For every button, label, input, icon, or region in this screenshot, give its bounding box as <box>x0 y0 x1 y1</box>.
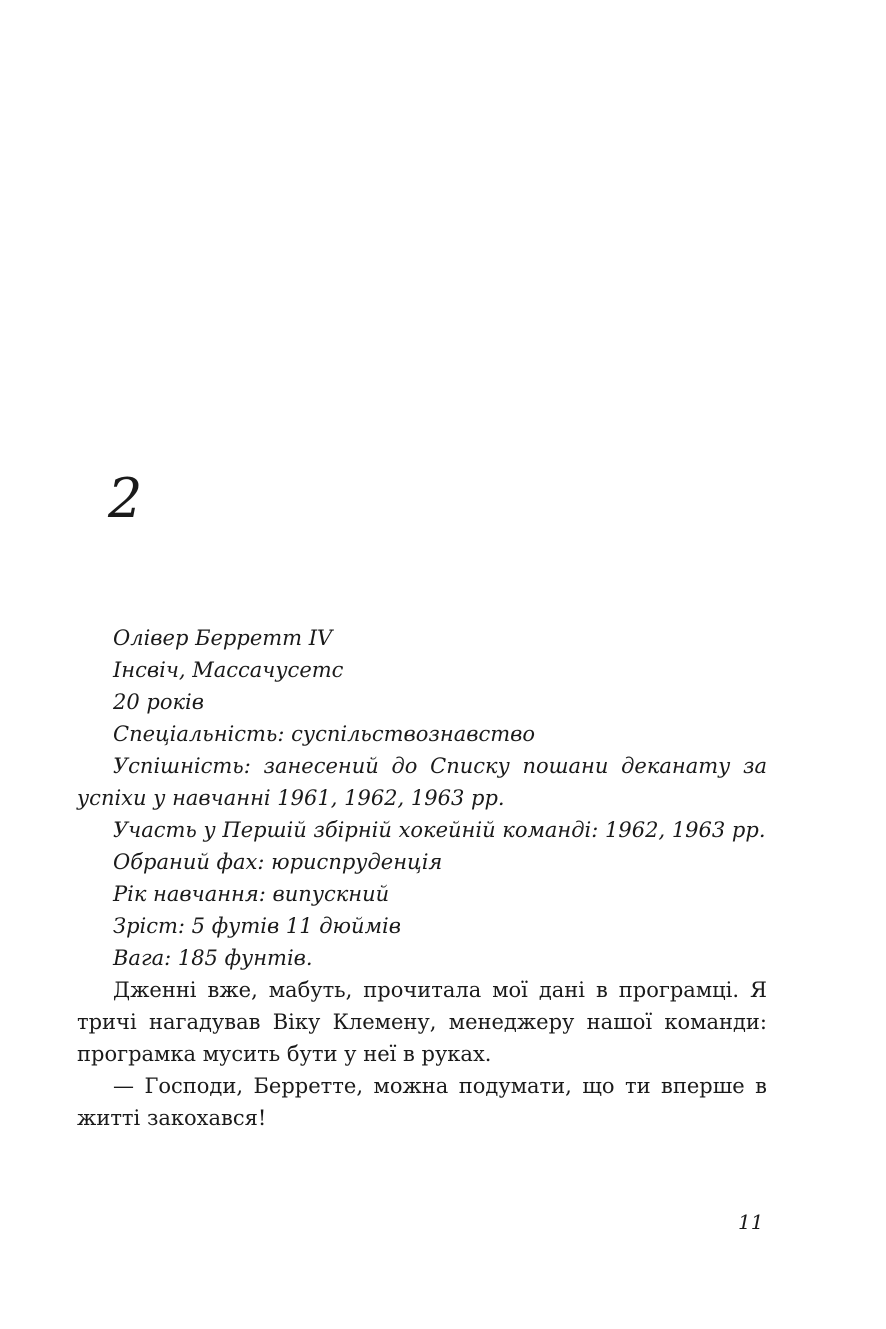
fact-age: 20 років <box>113 690 204 714</box>
chapter-text <box>77 622 767 1134</box>
dialogue-paragraph: — Господи, Берретте, можна подумати, що ти вперше в житті закохався! <box>77 1074 767 1130</box>
page-number: 11 <box>738 1210 764 1234</box>
fact-specialty: Спеціальність: суспільствознавство <box>113 722 535 746</box>
fact-height: Зріст: 5 футів 11 дюймів <box>113 914 401 938</box>
fact-name: Олівер Берретт IV <box>113 626 333 650</box>
fact-weight: Вага: 185 фунтів. <box>113 946 313 970</box>
fact-hockey-team: Участь у Першій збірній хокейній команді: 1962, 1963 рр. <box>113 818 766 842</box>
fact-hometown: Інсвіч, Массачусетс <box>113 658 344 682</box>
chapter-number: 2 <box>108 467 143 530</box>
fact-academic-record: Успішність: занесений до Списку пошани деканату за успіхи у навчанні 1961, 1962, 1963 рр. <box>77 754 767 810</box>
fact-year-of-study: Рік навчання: випускний <box>113 882 390 906</box>
body-paragraph: Дженні вже, мабуть, прочитала мої дані в програмці. Я тричі нагадував Віку Клемену, менеджеру нашої команди: програмка мусить бути у неї в руках. <box>77 978 767 1066</box>
fact-chosen-field: Обраний фах: юриспруденція <box>113 850 443 874</box>
